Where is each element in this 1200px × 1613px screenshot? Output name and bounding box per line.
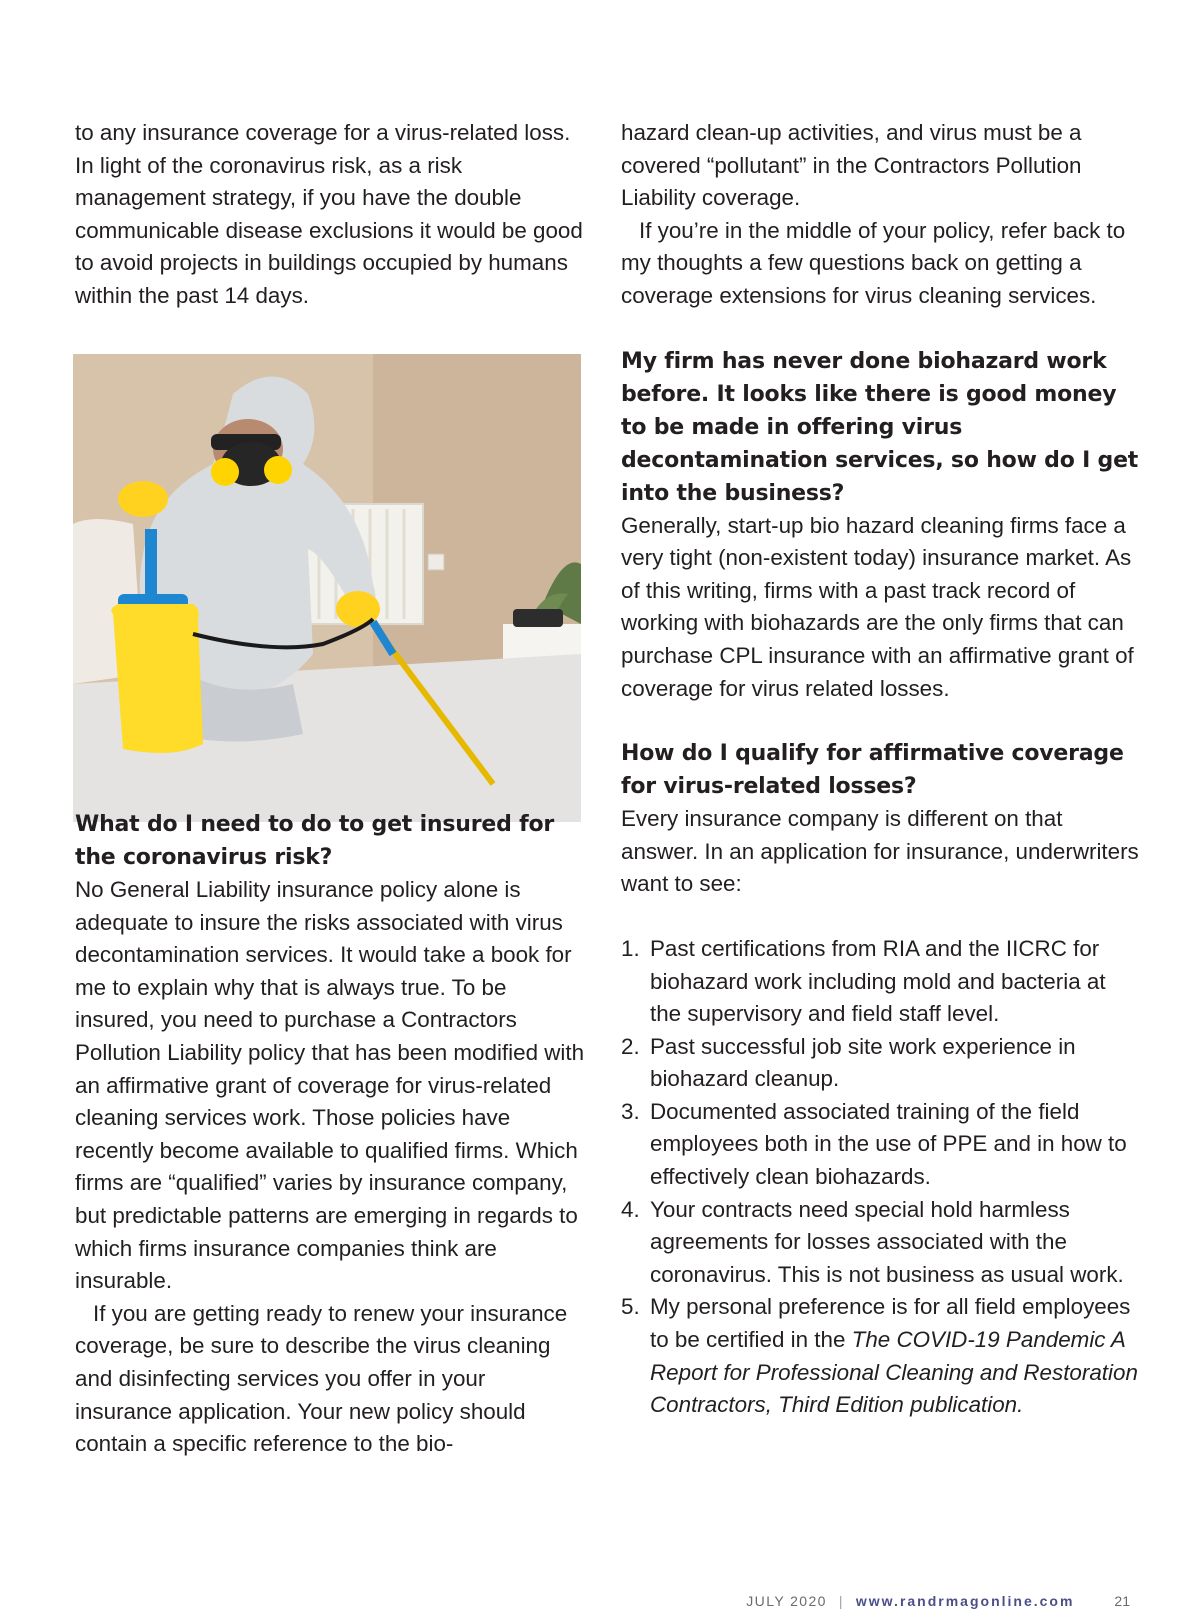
intro-paragraph: to any insurance coverage for a virus-related loss. In light of the coronavirus risk, as a risk management strategy, if you have the double communicable disease exclusions it would be good to avoid projects in buildings occupied by humans within the past 14 days.	[75, 120, 583, 308]
q3-heading: How do I qualify for affirmative coverage for virus-related losses?	[621, 741, 1124, 800]
requirements-list	[621, 933, 1141, 1422]
list-item: 2. Past successful job site work experience in biohazard cleanup.	[621, 1033, 1076, 1092]
list-item: 5. My personal preference is for all field employees to be certified in the The COVID-19 Pandemic A Report for Professional Cleaning and Restoration Contractors, Third Edition publication.	[621, 1294, 1138, 1418]
page-footer	[746, 1593, 1130, 1609]
right-column	[621, 117, 1141, 1422]
publication-title: The COVID-19 Pandemic A Report for Professional Cleaning and Restoration Contractors, Third Edition publication.	[650, 1327, 1138, 1418]
left-column	[75, 117, 585, 313]
page-number: 21	[1114, 1593, 1130, 1609]
photo-worker-disinfecting	[73, 354, 581, 822]
list-item: 3. Documented associated training of the field employees both in the use of PPE and in how to effectively clean biohazards.	[621, 1098, 1127, 1190]
list-item: 1. Past certifications from RIA and the IICRC for biohazard work including mold and bacteria at the supervisory and field staff level.	[621, 935, 1106, 1027]
q1-heading: What do I need to do to get insured for the coronavirus risk?	[75, 812, 555, 870]
policy-paragraph: If you’re in the middle of your policy, refer back to my thoughts a few questions back on getting a coverage extensions for virus cleaning services.	[621, 217, 1126, 308]
website-link[interactable]: www.randrmagonline.com	[855, 1593, 1075, 1609]
q1-paragraph-2: If you are getting ready to renew your insurance coverage, be sure to describe the virus cleaning and disinfecting services you offer in your insurance application. Your new policy should contain a specific reference to the bio-	[75, 1300, 568, 1457]
issue-date: JULY 2020	[746, 1593, 827, 1609]
continued-paragraph: hazard clean-up activities, and virus must be a covered “pollutant” in the Contractors Pollution Liability coverage.	[621, 120, 1082, 211]
footer-separator: |	[838, 1593, 844, 1609]
list-item: 4. Your contracts need special hold harmless agreements for losses associated with the coronavirus. This is not business as usual work.	[621, 1196, 1124, 1287]
q1-paragraph-1: No General Liability insurance policy alone is adequate to insure the risks associated with virus decontamination services. It would take a book for me to explain why that is always true. To be insured, you need to purchase a Contractors Pollution Liability policy that has been modified with an affirmative grant of coverage for virus-related cleaning services work. Those policies have recently become available to qualified firms. Which firms are “qualified” varies by insurance company, but predictable patterns are emerging in regards to which firms insurance companies think are insurable.	[75, 877, 585, 1294]
q2-heading: My firm has never done biohazard work before. It looks like there is good money to be made in offering virus decontamination services, so how do I get into the business?	[621, 348, 1139, 506]
q3-intro: Every insurance company is different on that answer. In an application for insurance, underwriters want to see:	[621, 806, 1139, 897]
q2-body: Generally, start-up bio hazard cleaning firms face a very tight (non-existent today) insurance market. As of this writing, firms with a past track record of working with biohazards are the only firms that can purchase CPL insurance with an affirmative grant of coverage for virus related losses.	[621, 512, 1134, 701]
left-column-lower	[75, 808, 585, 1461]
